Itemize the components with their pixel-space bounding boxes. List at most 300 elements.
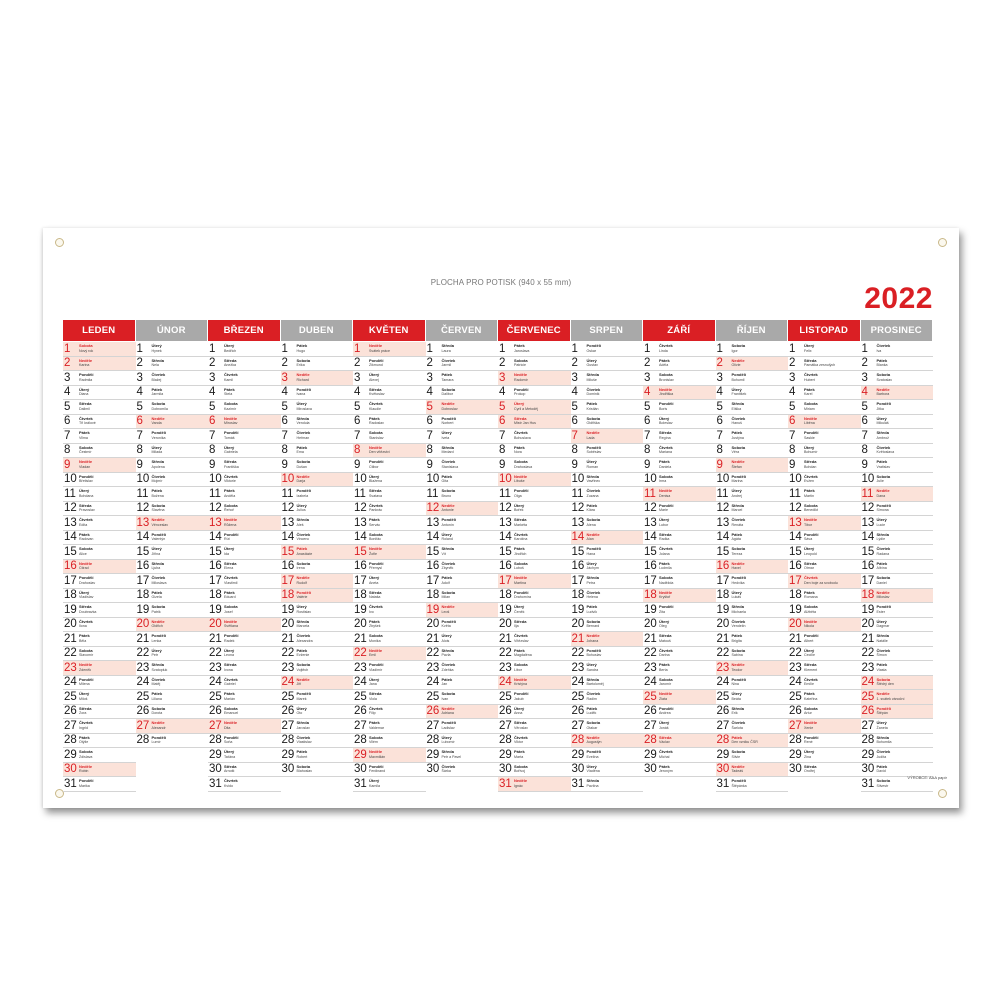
day-info — [297, 417, 310, 426]
day-info — [152, 431, 166, 440]
day-row — [281, 473, 354, 488]
weekday-name: Středa — [441, 546, 454, 552]
day-info — [877, 562, 888, 571]
weekday-name: Neděle — [296, 372, 310, 378]
day-info — [442, 475, 453, 484]
day-row — [426, 719, 499, 734]
weekday-name: Úterý — [369, 676, 380, 682]
weekday-name: Středa — [514, 415, 527, 421]
day-info — [442, 489, 456, 498]
weekday-name: Neděle — [804, 517, 818, 523]
day-info — [587, 736, 602, 745]
name-day: Bonifác — [369, 537, 381, 542]
weekday-name: Pondělí — [804, 531, 819, 537]
day-number: 26 — [789, 705, 802, 718]
weekday-name: Čtvrtek — [441, 560, 456, 566]
day-row — [498, 560, 571, 575]
day-row — [353, 400, 426, 415]
month-header: ČERVEN — [426, 320, 498, 341]
day-number: 7 — [571, 429, 578, 442]
weekday-name: Neděle — [441, 502, 455, 508]
day-number: 9 — [426, 458, 433, 471]
name-day: Regína — [659, 435, 671, 440]
weekday-name: Čtvrtek — [731, 517, 746, 523]
name-day: Beáta — [731, 696, 741, 701]
day-number: 4 — [861, 386, 868, 399]
day-info — [224, 344, 236, 353]
day-number: 17 — [281, 574, 295, 587]
day-info — [659, 417, 673, 426]
day-number: 1 — [64, 342, 71, 355]
day-number: 8 — [571, 444, 578, 457]
name-day: Václav — [659, 740, 670, 745]
name-day: Ondřej — [804, 769, 815, 774]
day-row — [788, 719, 861, 734]
day-row — [281, 487, 354, 502]
day-info — [514, 721, 528, 730]
name-day: Marina — [731, 479, 743, 484]
name-day: Jana — [369, 682, 377, 687]
day-row — [643, 719, 716, 734]
name-day: Miriam — [804, 406, 815, 411]
wall-calendar-sheet — [43, 228, 959, 808]
weekday-name: Pátek — [659, 357, 670, 363]
name-day: Soběslav — [586, 450, 602, 455]
day-row — [861, 748, 934, 763]
day-number: 13 — [64, 516, 77, 529]
day-info — [732, 678, 746, 687]
name-day: Xenie — [804, 725, 814, 730]
weekday-name: Pátek — [296, 444, 308, 450]
day-info — [224, 562, 236, 571]
day-info — [442, 562, 456, 571]
day-row — [861, 719, 934, 734]
day-number: 25 — [571, 690, 585, 703]
day-number: 24 — [789, 676, 802, 689]
weekday-name: Neděle — [441, 604, 455, 610]
name-day: Lubor — [659, 522, 669, 527]
day-info — [79, 402, 91, 411]
weekday-name: Čtvrtek — [804, 676, 818, 682]
weekday-name: Sobota — [514, 763, 528, 769]
day-number: 23 — [354, 661, 367, 674]
name-day: Aneta — [369, 580, 379, 585]
name-day: Jarmil — [441, 363, 452, 368]
day-row — [716, 545, 789, 560]
day-row — [571, 429, 644, 444]
name-day: Ivana — [296, 392, 306, 397]
name-day: Nora — [514, 450, 522, 455]
name-day: Taťána — [224, 754, 236, 759]
day-row — [861, 400, 934, 415]
manufacturer-note: VÝROBCE: AAA papír — [907, 775, 947, 780]
day-info — [152, 736, 166, 745]
day-row — [63, 719, 136, 734]
name-day: Dalimil — [79, 406, 90, 411]
day-row — [571, 342, 644, 357]
day-row — [136, 574, 209, 589]
day-info — [804, 373, 818, 382]
name-day: Květa — [441, 624, 451, 629]
weekday-name: Pátek — [296, 546, 308, 552]
day-list — [426, 342, 499, 777]
day-number: 7 — [861, 429, 868, 442]
weekday-name: Pondělí — [151, 633, 166, 639]
name-day: Anastázie — [296, 551, 313, 556]
day-row — [643, 545, 716, 560]
weekday-name: Středa — [514, 618, 527, 624]
name-day: Bohdan — [804, 464, 817, 469]
day-info — [877, 547, 891, 556]
name-day: Adéla — [659, 363, 669, 368]
day-row — [353, 777, 426, 792]
weekday-name: Pátek — [514, 546, 525, 552]
weekday-name: Pátek — [296, 749, 308, 755]
name-day: Vratislav — [876, 464, 891, 469]
day-info — [152, 634, 166, 643]
day-row — [861, 516, 934, 531]
day-info — [587, 533, 600, 542]
name-day: Oldřich — [151, 624, 163, 629]
name-day: Robin — [79, 769, 89, 774]
day-number: 27 — [644, 719, 657, 732]
day-info — [297, 678, 310, 687]
day-row — [63, 676, 136, 691]
day-number: 14 — [499, 531, 512, 544]
name-day: Marcel — [731, 508, 743, 513]
name-day: Marcela — [296, 624, 310, 629]
weekday-name: Čtvrtek — [586, 589, 601, 595]
day-number: 22 — [499, 647, 512, 660]
day-row — [63, 458, 136, 473]
weekday-name: Úterý — [586, 357, 597, 363]
weekday-name: Pátek — [804, 488, 815, 494]
day-row — [643, 647, 716, 662]
day-number: 23 — [716, 661, 730, 674]
day-number: 19 — [716, 603, 730, 616]
weekday-name: Neděle — [731, 662, 745, 668]
name-day: Radana — [876, 551, 890, 556]
name-day: Soňa — [224, 740, 233, 745]
weekday-name: Pondělí — [514, 589, 529, 595]
name-day: Magdaléna — [514, 653, 532, 658]
day-info — [732, 707, 744, 716]
day-row — [788, 444, 861, 459]
day-info — [877, 692, 905, 701]
weekday-name: Čtvrtek — [876, 444, 891, 450]
day-row — [643, 618, 716, 633]
day-row — [788, 458, 861, 473]
day-number: 1 — [281, 342, 288, 355]
day-row — [498, 589, 571, 604]
weekday-name: Pátek — [876, 763, 888, 769]
day-row — [716, 458, 789, 473]
day-info — [587, 518, 601, 527]
weekday-name: Neděle — [804, 415, 818, 421]
day-number: 11 — [499, 487, 511, 500]
name-day: Tadeáš — [731, 769, 744, 774]
month-column — [426, 320, 499, 784]
day-row — [353, 734, 426, 749]
day-info — [297, 605, 312, 614]
day-number: 22 — [281, 647, 295, 660]
day-number: 19 — [426, 603, 440, 616]
day-info — [369, 431, 384, 440]
day-row — [571, 705, 644, 720]
day-row — [208, 763, 281, 778]
name-day: Arnošt — [224, 769, 235, 774]
day-row — [643, 705, 716, 720]
name-day: Alexej — [369, 377, 379, 382]
day-info — [369, 417, 384, 426]
day-row — [353, 763, 426, 778]
name-day: Gita — [441, 479, 449, 484]
weekday-name: Úterý — [224, 749, 235, 755]
weekday-name: Pondělí — [369, 662, 384, 668]
day-number: 15 — [426, 545, 440, 558]
day-info — [514, 576, 527, 585]
day-number: 15 — [136, 545, 150, 558]
weekday-name: Sobota — [296, 662, 311, 668]
name-day: Svatopluk — [151, 667, 168, 672]
weekday-name: Pondělí — [731, 575, 746, 581]
name-day: Vlastislav — [296, 740, 312, 745]
day-number: 31 — [571, 777, 585, 790]
day-row — [136, 676, 209, 691]
day-info — [79, 692, 89, 701]
day-info — [804, 576, 838, 585]
day-row — [571, 589, 644, 604]
weekday-name: Úterý — [659, 618, 670, 624]
weekday-name: Čtvrtek — [79, 720, 93, 726]
weekday-name: Úterý — [224, 546, 235, 552]
day-list — [63, 342, 136, 792]
day-row — [426, 473, 499, 488]
day-row — [716, 632, 789, 647]
weekday-name: Středa — [804, 560, 817, 566]
day-info — [877, 402, 891, 411]
day-row — [281, 603, 354, 618]
name-day: Matěj — [151, 682, 161, 687]
weekday-name: Čtvrtek — [876, 749, 891, 755]
day-info — [659, 721, 669, 730]
day-info — [442, 518, 456, 527]
name-day: Silvie — [731, 754, 741, 759]
weekday-name: Pátek — [586, 401, 598, 407]
weekday-name: Pátek — [369, 517, 380, 523]
name-day: Bohumila — [876, 740, 892, 745]
name-day: Pavlína — [586, 783, 599, 788]
day-number: 28 — [426, 734, 440, 747]
weekday-name: Středa — [804, 459, 817, 465]
name-day: Martin — [804, 493, 814, 498]
day-info — [804, 620, 817, 629]
weekday-name: Pondělí — [369, 560, 384, 566]
name-day: Edita — [79, 522, 88, 527]
name-day: Ester — [876, 609, 885, 614]
day-info — [79, 431, 90, 440]
day-list — [788, 342, 861, 777]
day-info — [514, 417, 536, 426]
day-info — [224, 533, 238, 542]
name-day: Vendula — [296, 421, 310, 426]
day-row — [63, 531, 136, 546]
day-info — [804, 547, 817, 556]
weekday-name: Čtvrtek — [659, 343, 673, 349]
day-info — [587, 576, 599, 585]
name-day: Dobromila — [151, 406, 168, 411]
day-number: 6 — [64, 415, 71, 428]
day-number: 18 — [571, 589, 585, 602]
weekday-name: Středa — [224, 357, 237, 363]
day-info — [877, 779, 891, 788]
name-day: Romana — [804, 595, 818, 600]
day-number: 23 — [426, 661, 440, 674]
day-info — [152, 475, 166, 484]
day-info — [79, 591, 93, 600]
name-day: Šimon — [876, 653, 887, 658]
day-number: 16 — [789, 560, 802, 573]
name-day: Evžen — [804, 479, 814, 484]
day-info — [442, 344, 454, 353]
day-row — [63, 748, 136, 763]
name-day: Lada — [586, 435, 595, 440]
day-row — [208, 516, 281, 531]
weekday-name: Pátek — [224, 589, 235, 595]
day-number: 20 — [64, 618, 77, 631]
name-day: Alois — [441, 638, 450, 643]
day-row — [498, 487, 571, 502]
name-day: Cyril a Metoděj — [514, 406, 538, 411]
day-number: 4 — [789, 386, 796, 399]
name-day: Šarlota — [731, 725, 743, 730]
day-number: 21 — [499, 632, 512, 645]
day-number: 14 — [209, 531, 222, 544]
day-number: 16 — [426, 560, 440, 573]
day-number: 23 — [499, 661, 512, 674]
weekday-name: Pátek — [586, 502, 598, 508]
day-number: 10 — [499, 473, 512, 486]
name-day: Medard — [441, 450, 454, 455]
day-info — [442, 373, 454, 382]
weekday-name: Úterý — [731, 589, 742, 595]
weekday-name: Pátek — [151, 691, 163, 697]
name-day: Felix — [804, 348, 812, 353]
name-day: Karina — [79, 363, 90, 368]
day-row — [788, 545, 861, 560]
weekday-name: Úterý — [804, 749, 815, 755]
day-number: 2 — [861, 357, 868, 370]
day-info — [369, 721, 384, 730]
day-number: 19 — [209, 603, 222, 616]
day-info — [587, 678, 604, 687]
day-number: 5 — [789, 400, 796, 413]
name-day: Jarmila — [151, 392, 164, 397]
day-row — [571, 676, 644, 691]
day-number: 4 — [136, 386, 143, 399]
day-row — [281, 342, 354, 357]
day-row — [571, 763, 644, 778]
weekday-name: Sobota — [659, 372, 673, 378]
day-row — [136, 589, 209, 604]
weekday-name: Úterý — [79, 386, 90, 392]
day-info — [877, 344, 891, 353]
day-number: 20 — [716, 618, 730, 631]
weekday-name: Pondělí — [586, 647, 601, 653]
name-day: Otmar — [804, 566, 814, 571]
day-number: 3 — [571, 371, 578, 384]
day-number: 6 — [209, 415, 216, 428]
day-number: 22 — [861, 647, 875, 660]
day-number: 9 — [789, 458, 796, 471]
day-number: 30 — [426, 763, 440, 776]
day-number: 29 — [861, 748, 875, 761]
day-info — [659, 460, 671, 469]
day-info — [659, 576, 673, 585]
name-day: Bedřich — [224, 348, 237, 353]
weekday-name: Úterý — [586, 763, 597, 769]
name-day: Ingrid — [79, 725, 88, 730]
day-row — [716, 560, 789, 575]
day-number: 28 — [571, 734, 585, 747]
day-row — [716, 531, 789, 546]
day-number: 13 — [426, 516, 440, 529]
weekday-name: Sobota — [441, 691, 456, 697]
name-day: Alexandra — [296, 638, 313, 643]
day-row — [861, 458, 934, 473]
day-row — [426, 342, 499, 357]
day-info — [152, 417, 165, 426]
day-row — [643, 632, 716, 647]
day-row — [643, 342, 716, 357]
weekday-name: Sobota — [876, 676, 891, 682]
name-day: Kamil — [224, 377, 233, 382]
weekday-name: Sobota — [514, 560, 528, 566]
weekday-name: Čtvrtek — [369, 502, 383, 508]
day-row — [426, 502, 499, 517]
weekday-name: Neděle — [224, 517, 238, 523]
weekday-name: Pondělí — [514, 488, 529, 494]
name-day: Petr — [151, 653, 159, 658]
day-number: 13 — [789, 516, 802, 529]
name-day: Martina — [514, 580, 526, 585]
day-row — [571, 371, 644, 386]
day-info — [587, 504, 598, 513]
day-number: 25 — [281, 690, 295, 703]
name-day: Iva — [876, 348, 882, 353]
name-day: Apolena — [151, 464, 165, 469]
day-number: 12 — [209, 502, 222, 515]
day-number: 25 — [136, 690, 150, 703]
month-column — [643, 320, 716, 784]
day-number: 4 — [64, 386, 71, 399]
day-info — [514, 562, 528, 571]
day-number: 12 — [64, 502, 77, 515]
day-number: 15 — [64, 545, 77, 558]
day-row — [426, 574, 499, 589]
day-row — [861, 429, 934, 444]
day-number: 27 — [861, 719, 875, 732]
day-row — [861, 545, 934, 560]
weekday-name: Středa — [804, 763, 817, 769]
day-info — [224, 779, 238, 788]
day-number: 18 — [64, 589, 77, 602]
day-info — [369, 576, 379, 585]
day-number: 16 — [644, 560, 657, 573]
day-info — [79, 547, 93, 556]
weekday-name: Pondělí — [876, 401, 891, 407]
month-header: PROSINEC — [861, 320, 933, 341]
